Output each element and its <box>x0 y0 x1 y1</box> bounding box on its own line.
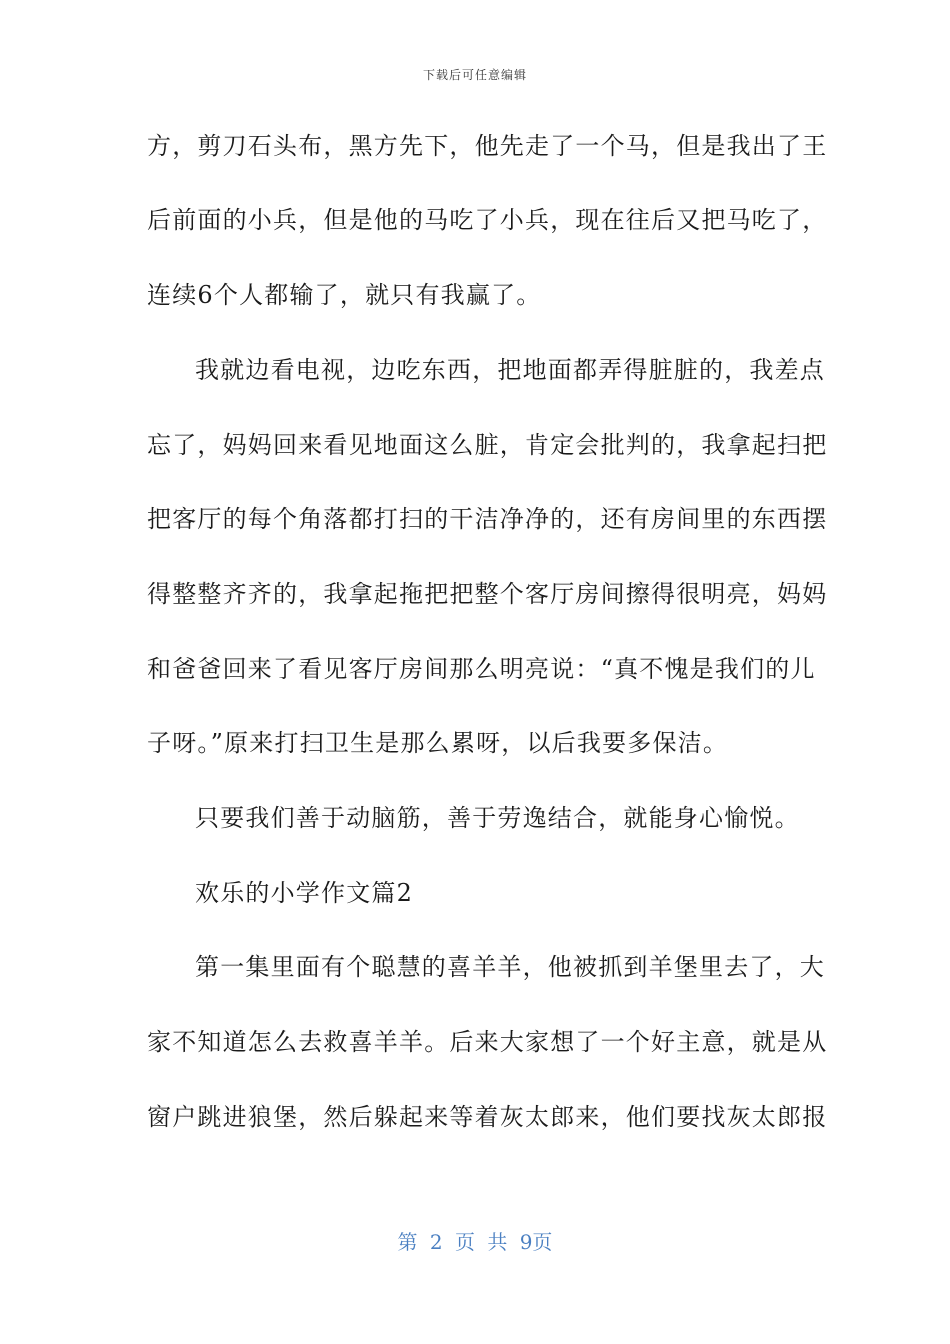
page-header: 下载后可任意编辑 <box>422 68 527 82</box>
text-line-14: 窗户跳进狼堡，然后躲起来等着灰太郎来，他们要找灰太郎报 <box>147 1103 828 1131</box>
text-line-7: 得整整齐齐的，我拿起拖把把整个客厅房间擦得很明亮，妈妈 <box>147 580 828 608</box>
section-heading: 欢乐的小学作文篇2 <box>195 879 414 907</box>
text-line-3: 连续6个人都输了，就只有我赢了。 <box>147 281 542 309</box>
text-line-12: 第一集里面有个聪慧的喜羊羊，他被抓到羊堡里去了，大 <box>195 953 825 981</box>
page-footer: 第 2 页 共 9页 <box>397 1230 553 1254</box>
text-line-1: 方，剪刀石头布，黑方先下，他先走了一个马，但是我出了王 <box>147 132 828 160</box>
text-line-5: 忘了，妈妈回来看见地面这么脏，肯定会批判的，我拿起扫把 <box>147 431 828 459</box>
text-line-6: 把客厅的每个角落都打扫的干洁净净的，还有房间里的东西摆 <box>147 505 828 533</box>
text-line-10: 只要我们善于动脑筋，善于劳逸结合，就能身心愉悦。 <box>195 804 800 832</box>
text-line-9: 子呀。”原来打扫卫生是那么累呀，以后我要多保洁。 <box>147 729 729 757</box>
text-line-2: 后前面的小兵，但是他的马吃了小兵，现在往后又把马吃了， <box>147 206 828 234</box>
text-line-8: 和爸爸回来了看见客厅房间那么明亮说：“真不愧是我们的儿 <box>147 655 816 683</box>
text-line-13: 家不知道怎么去救喜羊羊。后来大家想了一个好主意，就是从 <box>147 1028 828 1056</box>
text-line-4: 我就边看电视，边吃东西，把地面都弄得脏脏的，我差点 <box>195 356 825 384</box>
